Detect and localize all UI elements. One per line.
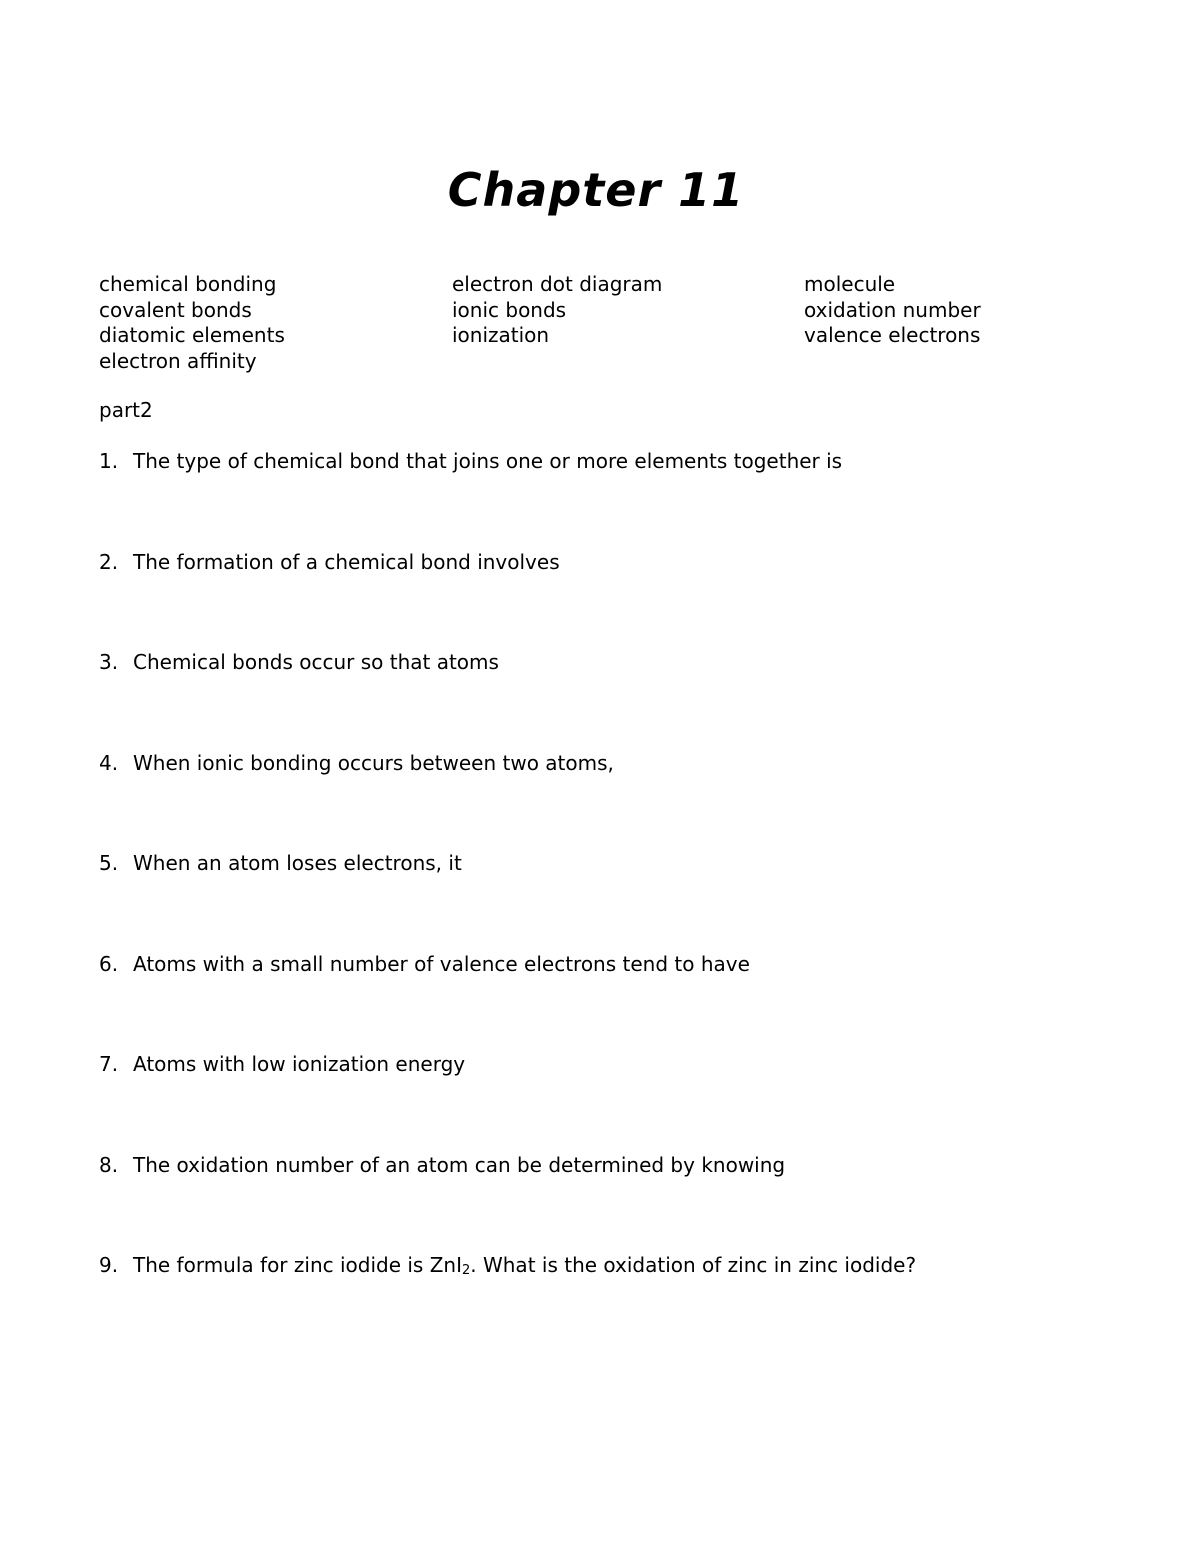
question-5 xyxy=(99,851,1099,952)
formula-subscript: 2 xyxy=(461,1263,471,1278)
question-number: 4. xyxy=(99,750,119,775)
term: electron dot diagram xyxy=(452,272,663,296)
terms-column-3 xyxy=(804,272,1144,349)
question-number: 2. xyxy=(99,549,119,574)
question-number: 8. xyxy=(99,1152,119,1177)
question-text: Atoms with a small number of valence electrons tend to have xyxy=(133,951,750,976)
question-text: Atoms with low ionization energy xyxy=(133,1052,466,1076)
question-text: Chemical bonds occur so that atoms xyxy=(133,650,499,674)
question-text xyxy=(133,1253,916,1283)
part-label: part2 xyxy=(99,398,153,422)
question-number: 5. xyxy=(99,851,119,875)
question-1 xyxy=(99,449,1099,550)
terms-column-1 xyxy=(99,272,439,374)
page-title: Chapter 11 xyxy=(447,163,745,217)
question-text: The type of chemical bond that joins one or more elements together is xyxy=(133,449,843,473)
question-4 xyxy=(99,751,1099,852)
question-text: The oxidation number of an atom can be determined by knowing xyxy=(133,1152,786,1177)
question-number: 1. xyxy=(99,449,119,473)
question-list xyxy=(99,449,1099,1354)
vocabulary-terms xyxy=(99,272,1099,376)
term: covalent bonds xyxy=(99,297,252,322)
question-text: The formation of a chemical bond involves xyxy=(133,549,560,574)
term: chemical bonding xyxy=(99,272,277,296)
question-number: 6. xyxy=(99,951,119,976)
term: electron affinity xyxy=(99,348,257,373)
term: oxidation number xyxy=(804,297,981,322)
question-number: 7. xyxy=(99,1052,119,1076)
question-3 xyxy=(99,650,1099,751)
question-text-before: The formula for zinc iodide is ZnI xyxy=(133,1253,462,1277)
terms-column-2 xyxy=(452,272,792,349)
term: ionic bonds xyxy=(452,297,567,322)
question-text: When an atom loses electrons, it xyxy=(133,851,462,875)
question-text: When ionic bonding occurs between two atoms, xyxy=(133,750,614,775)
question-2 xyxy=(99,550,1099,651)
term: ionization xyxy=(452,323,550,347)
term: diatomic elements xyxy=(99,323,285,347)
question-text-after: . What is the oxidation of zinc in zinc iodide? xyxy=(470,1253,917,1277)
question-6 xyxy=(99,952,1099,1053)
question-number: 9. xyxy=(99,1253,119,1277)
question-9 xyxy=(99,1253,1099,1354)
question-number: 3. xyxy=(99,650,119,674)
term: molecule xyxy=(804,272,896,296)
question-8 xyxy=(99,1153,1099,1254)
term: valence electrons xyxy=(804,323,981,347)
question-7 xyxy=(99,1052,1099,1153)
